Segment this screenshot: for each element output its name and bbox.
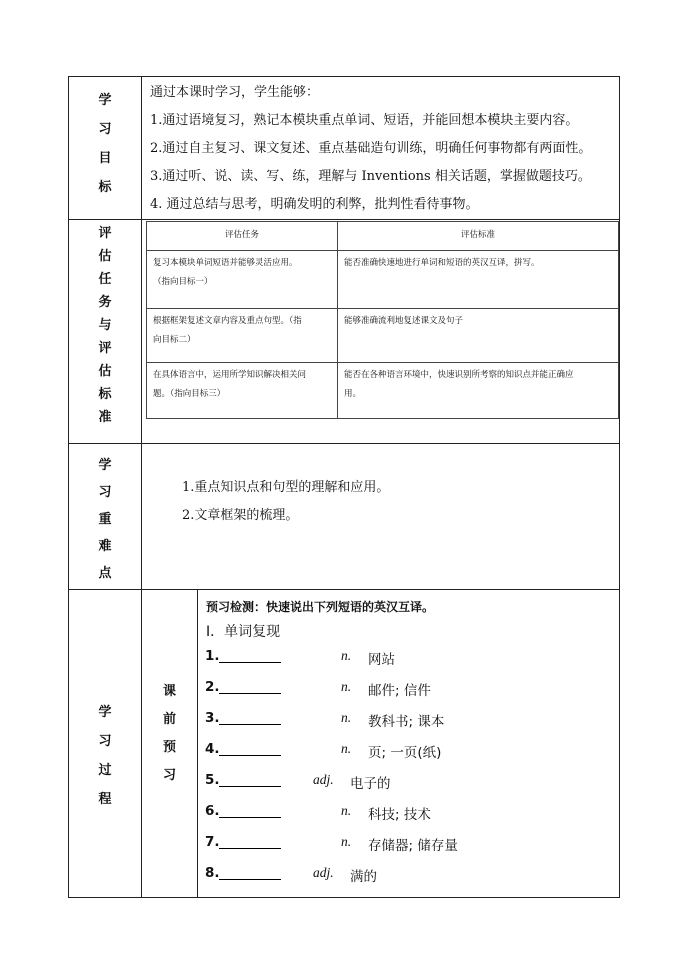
answer-blank[interactable]	[219, 879, 281, 880]
answer-blank[interactable]	[219, 817, 281, 818]
objective-2: 2.通过自主复习、课文复述、重点基础造句训练，明确任何事物都有两面性。	[150, 141, 592, 156]
task-cell: 在具体语言中，运用所学知识解决相关问 题。（指向目标三）	[147, 363, 338, 419]
answer-blank[interactable]	[219, 786, 281, 787]
answer-blank[interactable]	[219, 693, 281, 694]
process-row	[69, 590, 620, 898]
objective-4: 4. 通过总结与思考，明确发明的利弊，批判性看待事物。	[150, 197, 479, 212]
objective-1: 1.通过语境复习，熟记本模块重点单词、短语，并能回想本模块主要内容。	[150, 113, 579, 128]
vocab-item: 6. n. 科技; 技术	[205, 803, 431, 823]
vocab-list	[198, 642, 619, 890]
answer-blank[interactable]	[219, 848, 281, 849]
process-label: 学 习 过 程	[69, 590, 142, 898]
header-standard: 评估标准	[338, 222, 619, 251]
preview-label: 课 前 预 习	[142, 590, 198, 898]
difficulties-content	[142, 444, 620, 590]
assessment-header-row	[147, 222, 619, 251]
assessment-table	[146, 221, 619, 419]
vocab-item: 4. n. 页; 一页(纸)	[205, 741, 442, 761]
assessment-row	[69, 220, 620, 444]
assessment-content	[142, 220, 620, 444]
preview-content	[198, 590, 620, 898]
assessment-label: 评 估 任 务 与 评 估 标 准	[69, 220, 142, 444]
standard-cell: 能否在各种语言环境中，快速识别所考察的知识点并能正确应 用。	[338, 363, 619, 419]
section-title: Ⅰ．单词复现	[206, 624, 281, 640]
vocab-item: 1. n. 网站	[205, 648, 395, 668]
objectives-content	[142, 77, 620, 220]
standard-cell: 能够准确流利地复述课文及句子	[338, 309, 619, 363]
objective-intro: 通过本课时学习，学生能够：	[150, 85, 320, 100]
answer-blank[interactable]	[219, 755, 281, 756]
difficulty-1: 1.重点知识点和句型的理解和应用。	[182, 480, 390, 495]
standard-cell: 能否准确快速地进行单词和短语的英汉互译，拼写。	[338, 251, 619, 309]
vocab-item: 2. n. 邮件; 信件	[205, 679, 431, 699]
difficulties-row	[69, 444, 620, 590]
vocab-item: 8. adj. 满的	[205, 865, 377, 885]
answer-blank[interactable]	[219, 724, 281, 725]
preview-title: 预习检测：快速说出下列短语的英汉互译。	[206, 600, 435, 614]
lesson-plan-table	[68, 76, 620, 898]
objectives-label: 学 习 目 标	[69, 77, 142, 220]
task-cell: 复习本模块单词短语并能够灵活应用。 （指向目标一）	[147, 251, 338, 309]
vocab-item: 3. n. 教科书; 课本	[205, 710, 445, 730]
answer-blank[interactable]	[219, 662, 281, 663]
objective-3: 3.通过听、说、读、写、练，理解与 Inventions 相关话题，掌握做题技巧。	[150, 169, 591, 184]
assessment-row-2	[147, 309, 619, 363]
objectives-row	[69, 77, 620, 220]
difficulty-2: 2.文章框架的梳理。	[182, 508, 299, 523]
task-cell: 根据框架复述文章内容及重点句型。（指 向目标二）	[147, 309, 338, 363]
vocab-item: 7. n. 存储器; 储存量	[205, 834, 458, 854]
header-task: 评估任务	[147, 222, 338, 251]
lesson-plan-sheet	[68, 76, 619, 895]
vocab-item: 5. adj. 电子的	[205, 772, 391, 792]
difficulties-label: 学 习 重 难 点	[69, 444, 142, 590]
assessment-row-1	[147, 251, 619, 309]
assessment-row-3	[147, 363, 619, 419]
